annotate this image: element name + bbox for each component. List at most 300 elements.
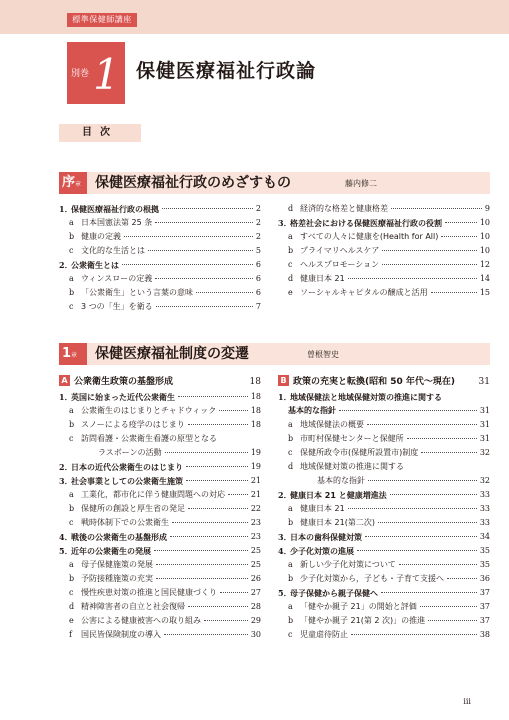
toc-entry-title: 近年の公衆衛生の発展	[71, 547, 151, 556]
toc-entry-mark: b	[69, 232, 75, 241]
toc-entry-mark: 4．	[278, 546, 292, 556]
toc-entry-mark: a	[288, 420, 293, 429]
toc-leader-dots	[378, 522, 477, 524]
section-a-entries	[59, 390, 261, 642]
intro-left-column	[59, 202, 261, 314]
toc-entry-mark: a	[69, 274, 74, 283]
toc-leader-dots	[365, 536, 477, 538]
toc-leader-dots	[382, 250, 477, 252]
toc-entry-title: 健康日本 21(第二次)	[300, 518, 375, 527]
toc-entry-mark: f	[69, 630, 72, 639]
toc-leader-dots	[172, 522, 248, 524]
toc-entry-text	[278, 390, 442, 405]
toc-entry	[59, 230, 261, 244]
toc-entry-title: 健康日本 21	[300, 504, 345, 513]
toc-entry-title: 精神障害者の自立と社会復帰	[81, 602, 185, 611]
toc-entry-mark: 5．	[278, 588, 292, 598]
toc-entry-mark: e	[288, 288, 293, 297]
toc-entry-title: 少子化対策から，子ども・子育て支援へ	[300, 574, 444, 583]
toc-entry-title: すべての人々に健康を(Health for All)	[300, 232, 439, 241]
toc-leader-dots	[445, 222, 477, 224]
toc-entry-mark: b	[69, 574, 75, 583]
toc-leader-dots	[441, 236, 477, 238]
toc-entry	[278, 202, 490, 216]
toc-entry-page: 12	[479, 260, 490, 269]
toc-entry-title: ウィンスローの定義	[81, 274, 153, 283]
toc-entry-title: 予防接種施策の充実	[81, 574, 153, 583]
toc-leader-dots	[148, 250, 253, 252]
toc-entry-text	[69, 404, 216, 418]
toc-leader-dots	[407, 438, 477, 440]
toc-entry-mark: c	[288, 260, 293, 269]
toc-entry	[278, 474, 490, 488]
toc-leader-dots	[196, 292, 253, 294]
toc-entry-mark: a	[288, 504, 293, 513]
toc-entry-page: 31	[479, 434, 490, 443]
toc-entry-title: プライマリヘルスケア	[300, 246, 380, 255]
chapter-intro-badge: 序章	[59, 172, 87, 194]
toc-entry-title: ヘルスプロモーション	[300, 260, 380, 269]
toc-entry-mark: c	[69, 588, 74, 597]
toc-entry-text	[288, 258, 379, 272]
toc-entry-title: 健康日本 21	[300, 274, 345, 283]
toc-entry-title: 「健やか親子 21(第 2 次)」の推進	[300, 616, 426, 625]
toc-leader-dots	[420, 606, 477, 608]
toc-leader-dots	[188, 424, 248, 426]
toc-entry-text	[278, 488, 387, 503]
toc-entry-text	[288, 244, 379, 258]
volume-number: 1	[93, 50, 120, 99]
toc-entry-mark: c	[69, 434, 74, 443]
toc-entry	[278, 230, 490, 244]
toc-entry-title: 児童虐待防止	[300, 630, 348, 639]
toc-entry-page: 18	[250, 392, 261, 401]
chapter-intro-title: 保健医療福祉行政のめざすもの	[95, 175, 291, 191]
toc-entry-mark: 2．	[278, 490, 292, 500]
toc-entry	[59, 586, 261, 600]
toc-entry-title: 戦後の公衆衛生の基盤形成	[71, 533, 167, 542]
toc-entry-mark: 2．	[59, 260, 73, 270]
toc-entry	[278, 404, 490, 418]
toc-entry	[278, 628, 490, 642]
toc-entry-title: 3 つの「生」を衛る	[81, 302, 153, 311]
chapter-intro-author: 藤内修二	[345, 179, 377, 188]
toc-entry-page: 14	[479, 274, 490, 283]
toc-entry	[59, 446, 261, 460]
toc-entry-page: 31	[479, 420, 490, 429]
toc-entry-mark: b	[288, 616, 294, 625]
toc-entry-mark: d	[288, 204, 294, 213]
toc-entry-title: 基本的な指針	[288, 406, 336, 415]
toc-entry-text	[69, 300, 153, 314]
toc-entry	[278, 286, 490, 300]
toc-entry-title: 経済的な格差と健康格差	[300, 204, 388, 213]
toc-entry-text	[288, 600, 417, 614]
toc-entry-text	[288, 460, 404, 474]
toc-entry	[278, 446, 490, 460]
toc-entry-text	[288, 418, 364, 432]
toc-entry-page: 36	[479, 574, 490, 583]
toc-entry-mark: c	[69, 302, 74, 311]
toc-entry-mark: b	[69, 288, 75, 297]
toc-entry-text	[288, 516, 375, 530]
toc-entry-page: 2	[255, 204, 261, 213]
toc-entry	[278, 614, 490, 628]
toc-leader-dots	[188, 508, 248, 510]
section-b-page: 31	[478, 377, 490, 387]
toc-leader-dots	[162, 208, 253, 210]
toc-entry	[278, 418, 490, 432]
toc-entry	[59, 404, 261, 418]
toc-entry-mark: 1．	[278, 392, 292, 402]
toc-entry	[59, 516, 261, 530]
toc-entry-mark: d	[288, 462, 294, 471]
toc-entry-page: 9	[484, 204, 490, 213]
contents-heading: 目次	[59, 124, 141, 142]
chapter-1-bar	[59, 343, 490, 365]
toc-leader-dots	[155, 222, 253, 224]
toc-entry-page: 32	[479, 448, 490, 457]
toc-entry-title: 健康日本 21 と健康増進法	[290, 491, 387, 500]
volume-badge	[67, 42, 125, 104]
toc-leader-dots	[431, 292, 477, 294]
chapter-1-title: 保健医療福祉制度の変遷	[95, 346, 249, 362]
toc-entry-text	[59, 544, 151, 559]
toc-entry-mark: d	[69, 602, 75, 611]
toc-entry-text	[98, 446, 162, 460]
toc-entry-page: 25	[250, 560, 261, 569]
toc-entry-text	[69, 216, 152, 230]
toc-entry-text	[69, 586, 217, 600]
toc-entry	[278, 216, 490, 230]
toc-entry-text	[288, 446, 418, 460]
toc-entry-text	[59, 530, 167, 545]
toc-entry-text	[69, 502, 185, 516]
toc-entry-page: 15	[479, 288, 490, 297]
toc-entry-mark: 2．	[59, 462, 73, 472]
toc-entry-mark: 4．	[59, 532, 73, 542]
toc-leader-dots	[351, 634, 477, 636]
toc-entry-title: 公衆衛生のはじまりとチャドウィック	[81, 406, 217, 415]
page-number: iii	[463, 697, 471, 706]
toc-entry-text	[288, 558, 396, 572]
toc-leader-dots	[368, 480, 477, 482]
toc-entry-page: 18	[250, 406, 261, 415]
toc-entry-text	[69, 432, 217, 446]
toc-entry-title: 地域保健法の概要	[300, 420, 364, 429]
toc-entry	[59, 614, 261, 628]
toc-entry-text	[69, 230, 121, 244]
chapter-1-badge: 1章	[59, 343, 87, 365]
section-a-page: 18	[249, 377, 261, 387]
toc-leader-dots	[428, 620, 477, 622]
toc-entry-text	[69, 516, 169, 530]
toc-entry-mark: c	[69, 246, 74, 255]
toc-entry-mark: a	[69, 218, 74, 227]
toc-leader-dots	[367, 424, 477, 426]
toc-entry-page: 18	[250, 420, 261, 429]
toc-entry-mark: c	[69, 518, 74, 527]
toc-entry-text	[69, 558, 153, 572]
toc-entry-page: 33	[479, 518, 490, 527]
toc-entry-title: 新しい少子化対策について	[300, 560, 396, 569]
toc-entry	[59, 474, 261, 488]
section-a-title: 公衆衛生政策の基盤形成	[74, 377, 174, 387]
toc-entry-mark: a	[69, 560, 74, 569]
toc-entry	[59, 300, 261, 314]
toc-entry-text	[59, 202, 159, 217]
toc-entry-page: 28	[250, 602, 261, 611]
toc-entry	[59, 432, 261, 446]
toc-entry-page: 6	[255, 288, 261, 297]
toc-entry-title: 慢性疾患対策の推進と国民健康づくり	[81, 588, 217, 597]
toc-leader-dots	[382, 264, 477, 266]
toc-leader-dots	[399, 564, 477, 566]
toc-entry	[278, 244, 490, 258]
toc-entry	[278, 516, 490, 530]
toc-entry-mark: a	[288, 560, 293, 569]
toc-entry	[278, 544, 490, 558]
chapter-1-author: 曽根智史	[307, 350, 339, 359]
toc-entry-title: 地域保健対策の推進に関する	[300, 462, 404, 471]
toc-entry-page: 2	[255, 218, 261, 227]
toc-entry-mark: 5．	[59, 546, 73, 556]
toc-leader-dots	[390, 494, 477, 496]
toc-entry	[278, 272, 490, 286]
toc-entry	[59, 202, 261, 216]
toc-entry-mark: a	[288, 602, 293, 611]
toc-entry	[278, 390, 490, 404]
toc-leader-dots	[188, 606, 248, 608]
toc-entry-text	[59, 460, 183, 475]
toc-entry-page: 5	[255, 246, 261, 255]
toc-entry-title: 公衆衛生とは	[71, 261, 119, 270]
toc-entry-text	[69, 600, 185, 614]
toc-entry-text	[278, 216, 442, 231]
toc-entry-text	[288, 202, 388, 216]
toc-entry	[59, 572, 261, 586]
toc-entry-page: 6	[255, 274, 261, 283]
toc-entry-mark: 3．	[278, 532, 292, 542]
toc-entry-page: 37	[479, 588, 490, 597]
toc-entry	[59, 460, 261, 474]
toc-entry-title: ソーシャルキャピタルの醸成と活用	[300, 288, 428, 297]
toc-entry-page: 21	[250, 490, 261, 499]
toc-entry-text	[288, 230, 438, 244]
toc-entry	[59, 272, 261, 286]
toc-entry-text	[69, 572, 153, 586]
toc-entry-mark: c	[288, 448, 293, 457]
toc-entry	[278, 460, 490, 474]
toc-entry-page: 29	[250, 616, 261, 625]
toc-entry	[59, 418, 261, 432]
toc-entry-text	[69, 614, 201, 628]
toc-leader-dots	[186, 466, 248, 468]
toc-entry-text	[69, 244, 145, 258]
toc-entry-page: 37	[479, 602, 490, 611]
toc-entry	[59, 558, 261, 572]
toc-entry-text	[288, 572, 444, 586]
toc-entry-text	[288, 404, 336, 418]
toc-entry-text	[278, 586, 378, 601]
toc-entry-page: 30	[250, 630, 261, 639]
toc-entry	[278, 530, 490, 544]
section-b-letter: B	[278, 375, 289, 386]
volume-label: 別巻	[71, 69, 90, 79]
toc-entry-mark: b	[288, 518, 294, 527]
toc-entry-mark: b	[69, 420, 75, 429]
toc-leader-dots	[348, 278, 477, 280]
toc-entry-text	[69, 272, 152, 286]
toc-entry-title: 日本の近代公衆衛生のはじまり	[71, 463, 183, 472]
toc-entry-page: 32	[479, 476, 490, 485]
section-b-title: 政策の充実と転換(昭和 50 年代〜現在)	[293, 377, 456, 387]
toc-entry-page: 33	[479, 490, 490, 499]
toc-entry-page: 19	[250, 462, 261, 471]
toc-leader-dots	[164, 634, 248, 636]
toc-entry-page: 2	[255, 232, 261, 241]
toc-entry-mark: 1．	[59, 204, 73, 214]
toc-entry-page: 21	[250, 476, 261, 485]
toc-entry-page: 37	[479, 616, 490, 625]
toc-entry	[278, 586, 490, 600]
toc-entry-title: ラスボーンの活動	[98, 448, 162, 457]
toc-entry-mark: e	[69, 616, 74, 625]
section-a-heading	[59, 374, 261, 390]
toc-leader-dots	[228, 494, 248, 496]
toc-entry-title: 保健所政令市(保健所設置市)制度	[300, 448, 419, 457]
toc-entry-title: 市町村保健センターと保健所	[300, 434, 404, 443]
toc-leader-dots	[165, 452, 248, 454]
toc-entry	[59, 488, 261, 502]
toc-entry	[278, 258, 490, 272]
toc-entry-title: 日本国憲法第 25 条	[81, 218, 153, 227]
chapter-intro-bar	[59, 172, 490, 194]
toc-entry-text	[288, 628, 348, 642]
toc-entry-title: 格差社会における保健医療福祉行政の役割	[290, 219, 442, 228]
toc-entry-page: 19	[250, 448, 261, 457]
toc-entry-title: 「公衆衛生」という言葉の意味	[81, 288, 193, 297]
toc-entry-text	[288, 614, 425, 628]
chapter-1-right-column	[278, 374, 490, 642]
toc-entry-text	[288, 432, 404, 446]
toc-entry-title: 日本の歯科保健対策	[290, 533, 362, 542]
toc-entry-text	[59, 390, 175, 405]
toc-leader-dots	[170, 536, 248, 538]
toc-entry	[278, 572, 490, 586]
toc-entry-title: 「健やか親子 21」の開始と評価	[300, 602, 417, 611]
toc-entry	[59, 502, 261, 516]
toc-entry-text	[59, 258, 119, 273]
toc-leader-dots	[156, 578, 248, 580]
toc-entry-title: 工業化，都市化に伴う健康問題への対応	[81, 490, 225, 499]
toc-entry-title: 公害による健康被害への取り組み	[81, 616, 201, 625]
toc-entry-mark: b	[69, 504, 75, 513]
toc-entry-mark: d	[288, 274, 294, 283]
toc-entry-title: 保健所の創設と厚生省の発足	[81, 504, 185, 513]
section-a-letter: A	[59, 375, 70, 386]
toc-entry-text	[69, 488, 225, 502]
toc-entry	[59, 600, 261, 614]
toc-entry-mark: 3．	[278, 218, 292, 228]
toc-entry-text	[278, 544, 354, 559]
toc-leader-dots	[348, 508, 477, 510]
toc-entry-title: スノーによる疫学のはじまり	[81, 420, 185, 429]
toc-entry	[59, 244, 261, 258]
toc-entry-mark: a	[69, 406, 74, 415]
toc-entry-title: 英国に始まった近代公衆衛生	[71, 393, 175, 402]
toc-leader-dots	[124, 236, 253, 238]
toc-entry-page: 7	[255, 302, 261, 311]
toc-entry-page: 10	[479, 246, 490, 255]
toc-entry-mark: c	[288, 630, 293, 639]
toc-entry-page: 38	[479, 630, 490, 639]
toc-entry-page: 27	[250, 588, 261, 597]
toc-leader-dots	[156, 306, 253, 308]
toc-entry-text	[317, 474, 365, 488]
toc-entry-page: 26	[250, 574, 261, 583]
toc-leader-dots	[220, 592, 248, 594]
toc-entry	[278, 502, 490, 516]
toc-entry	[278, 488, 490, 502]
toc-entry	[278, 558, 490, 572]
toc-entry-text	[69, 628, 161, 642]
book-title: 保健医療福祉行政論	[136, 60, 317, 82]
toc-entry-page: 31	[479, 406, 490, 415]
toc-leader-dots	[421, 452, 477, 454]
toc-entry-mark: b	[288, 246, 294, 255]
toc-entry-title: 文化的な生活とは	[81, 246, 145, 255]
toc-entry	[59, 530, 261, 544]
toc-entry-title: 訪問看護・公衆衛生看護の原型となる	[81, 434, 217, 443]
toc-entry-text	[59, 474, 183, 489]
toc-leader-dots	[339, 410, 477, 412]
toc-leader-dots	[381, 592, 477, 594]
toc-entry	[59, 286, 261, 300]
chapter-1-left-column	[59, 374, 261, 642]
toc-leader-dots	[155, 278, 253, 280]
toc-entry-title: 健康の定義	[81, 232, 121, 241]
toc-entry-title: 地域保健法と地域保健対策の推進に関する	[290, 393, 442, 402]
toc-entry-mark: b	[288, 574, 294, 583]
toc-entry	[278, 600, 490, 614]
toc-entry	[59, 258, 261, 272]
toc-entry-title: 保健医療福祉行政の根拠	[71, 205, 159, 214]
toc-entry-page: 25	[250, 546, 261, 555]
toc-entry-page: 10	[479, 232, 490, 241]
toc-entry-title: 母子保健から親子保健へ	[290, 589, 378, 598]
toc-entry-text	[288, 286, 428, 300]
toc-entry	[59, 390, 261, 404]
toc-entry-page: 34	[479, 532, 490, 541]
intro-right-column	[278, 202, 490, 300]
toc-entry-page: 23	[250, 532, 261, 541]
toc-entry	[59, 216, 261, 230]
toc-entry-text	[278, 530, 362, 545]
toc-entry-text	[288, 502, 345, 516]
toc-entry-title: 社会事業としての公衆衛生施策	[71, 477, 183, 486]
toc-leader-dots	[186, 480, 248, 482]
toc-leader-dots	[391, 208, 482, 210]
toc-entry-mark: b	[288, 434, 294, 443]
toc-entry-text	[288, 272, 345, 286]
toc-entry-text	[69, 286, 193, 300]
toc-entry-title: 国民皆保険制度の導入	[81, 630, 161, 639]
toc-entry-page: 35	[479, 560, 490, 569]
toc-leader-dots	[204, 620, 248, 622]
toc-entry-mark: a	[288, 232, 293, 241]
series-label: 標準保健師講座	[67, 13, 137, 27]
